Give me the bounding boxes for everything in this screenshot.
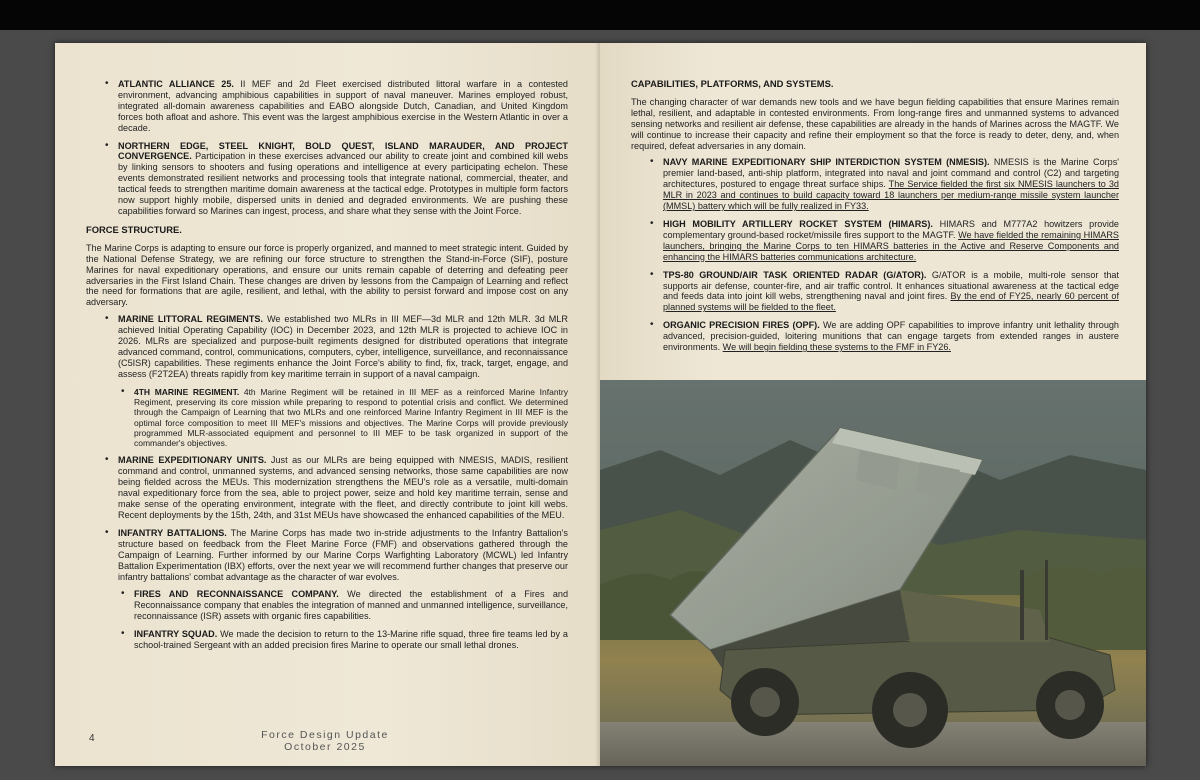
- bullet-himars: [631, 219, 1119, 263]
- section-heading-force-structure: FORCE STRUCTURE.: [86, 223, 182, 235]
- section-heading-capabilities: CAPABILITIES, PLATFORMS, AND SYSTEMS.: [631, 78, 834, 89]
- bullet-heading: MARINE LITTORAL REGIMENTS.: [118, 314, 263, 325]
- bullet-heading: INFANTRY SQUAD.: [134, 629, 218, 640]
- subbullet-fires-recon-company: [86, 589, 568, 622]
- bullet-marine-expeditionary-units: [86, 455, 568, 520]
- capabilities-intro: The changing character of war demands new tools and we have begun fielding capabilities that ensure Marines remain lethal, resilient, and adaptable in contested environments. From long-range fires and unmanned systems to advanced sensing networks and resilient air defense, these capabilities are already in the hands of Marines across the MAGTF. We will continue to increase their capacity and refine their employment so that the force is ready to deter, deny, and, when required, defeat adversaries in any domain.: [631, 96, 1119, 151]
- bullet-opf: [631, 320, 1119, 353]
- bullet-body: 4th Marine Regiment will be retained in III MEF as a reinforced Marine Infantry Regiment, preserving its core mission while preparing to respond to potential crisis and conflict. We determined through the Campaign of Learning that two MLRs and one reinforced Marine Infantry Regiment in III MEF is the optimal force composition to meet III MEF's missions and objectives. The Marine Corps will provide previously programmed MLR-associated equipment and personnel to III MEF to be task organized in support of the commander's objectives.: [134, 386, 569, 449]
- bullet-northern-edge: [86, 141, 568, 217]
- bullet-underlined: We will begin fielding these systems to the FMF in FY26.: [722, 342, 951, 353]
- bullet-heading: MARINE EXPEDITIONARY UNITS.: [118, 455, 267, 466]
- document-spread: [55, 43, 1146, 766]
- page-footer: [235, 729, 415, 753]
- bullet-heading: NAVY MARINE EXPEDITIONARY SHIP INTERDICTION SYSTEM (NMESIS).: [663, 157, 990, 168]
- bullet-underlined: We have fielded the remaining HIMARS launchers, bringing the Marine Corps to ten HIMARS batteries in the Active and Reserve Components and enhancing the HIMARS batteries communications architecture.: [663, 229, 1119, 262]
- footer-date: October 2025: [284, 741, 366, 753]
- bullet-heading: 4TH MARINE REGIMENT.: [134, 386, 240, 397]
- subbullet-infantry-squad: [86, 629, 568, 651]
- bullet-nmesis: [631, 157, 1119, 212]
- footer-title: Force Design Update: [261, 729, 389, 741]
- bullet-body: Just as our MLRs are being equipped with NMESIS, MADIS, resilient command and control, unmanned systems, and advanced sensing networks, those same capabilities are now being fielded across the MEUs. This modernization strengthens the MEU's role as a versatile, multi-domain naval expeditionary force from the sea, able to project power, seize and hold key maritime terrain, sense and make sense of the operating environment, integrate with the fleet, and directly contribute to joint kill webs. Recent deployments by the 15th, 24th, and 31st MEUs have showcased the enhanced capabilities of the MEU.: [118, 455, 568, 520]
- bullet-body: We directed the establishment of a Fires and Reconnaissance company that enables the integration of manned and unmanned intelligence, surveillance, reconnaissance (ISR) assets with organic fires capabilities.: [134, 589, 569, 622]
- bullet-body: II MEF and 2d Fleet exercised distributed littoral warfare in a contested environment, advancing amphibious capabilities in support of naval maneuver. Marines employed robust, integrated all-domain awareness capabilities and EABO alongside Dutch, Canadian, and United Kingdom forces both afloat and ashore. This event was the largest amphibious exercise in the Western Atlantic in over a decade.: [118, 79, 568, 133]
- force-structure-intro: The Marine Corps is adapting to ensure our force is properly organized, and manned to meet strategic intent. Guided by the National Defense Strategy, we are refining our force structure to strengthen the Stand-in-Force (SIF), posture Marines for naval expeditionary operations, and ensure our units remain capable of deterring and defeating peer adversaries in the First Island Chain. These changes are driven by lessons from the Campaign of Learning and reflect the need for formations that are agile, resilient, and lethal, with the ability to persist forward and impose cost on any adversary.: [86, 242, 568, 308]
- right-page: [600, 43, 1146, 766]
- subbullet-4th-marine-regiment: [86, 387, 568, 449]
- bullet-atlantic-alliance: [86, 79, 568, 134]
- bullet-heading: NORTHERN EDGE, STEEL KNIGHT, BOLD QUEST, ISLAND MARAUDER, AND PROJECT CONVERGENCE.: [118, 140, 568, 162]
- bullet-body: Participation in these exercises advanced our ability to create joint and combined kill webs by linking sensors to shooters and fusing operations and intelligence at every participating echelon. These events demonstrated resilient networks and processing tools that integrate national, commercial, theater, and tactical feeds to strengthen maritime domain awareness at the tactical edge. Prototypes in multiple form factors now support highly mobile, dispersed units in denied and degraded environments. We are pushing these capabilities forward so Marines can ingest, process, and share what they sense with the Joint Force.: [118, 151, 568, 216]
- bullet-body: NMESIS is the Marine Corps' premier land-based, anti-ship platform, integrated into naval and joint command and control (C2) and targeting architectures, postured to engage threat surface ships.: [663, 157, 1119, 190]
- bullet-infantry-battalions: [86, 528, 568, 583]
- bullet-heading: ATLANTIC ALLIANCE 25.: [118, 79, 234, 89]
- right-column: [631, 79, 1119, 360]
- page-number: 4: [89, 733, 95, 744]
- bullet-body: We made the decision to return to the 13-Marine rifle squad, three fire teams led by a school-trained Sergeant with an added precision fires Marine to operate our small lethal drones.: [134, 629, 568, 651]
- bullet-heading: TPS-80 GROUND/AIR TASK ORIENTED RADAR (G/ATOR).: [663, 269, 927, 280]
- bullet-body: We are adding OPF capabilities to improve infantry unit lethality through advanced, precision-guided, loitering munitions that can engage targets from extended ranges in austere environments.: [663, 320, 1119, 353]
- bullet-marine-littoral-regiments: [86, 314, 568, 379]
- bullet-underlined: The Service fielded the first six NMESIS launchers to 3d MLR in 2023 and continues to build capacity toward 18 launchers per medium-range missile system launcher (MMSL) battery which will be fully realized in FY33.: [663, 179, 1119, 212]
- bullet-heading: FIRES AND RECONNAISSANCE COMPANY.: [134, 589, 339, 600]
- bullet-body: HIMARS and M777A2 howitzers provide complementary ground-based rocket/missile fires support to the MAGTF.: [663, 218, 1119, 240]
- bullet-heading: ORGANIC PRECISION FIRES (OPF).: [663, 320, 820, 331]
- left-page: [55, 43, 600, 766]
- bullet-body: G/ATOR is a mobile, multi-role sensor that supports air defense, counter-fire, and air traffic control. It enhances situational awareness at the tactical edge and feeds data into joint kill webs, strengthening naval and joint fires.: [663, 269, 1119, 302]
- nmesis-launcher-photo: [600, 380, 1146, 766]
- bullet-body: The Marine Corps has made two in-stride adjustments to the Infantry Battalion's structure based on feedback from the Fleet Marine Force (FMF) and observations gathered through the Campaign of Learning. Further informed by our Marine Corps Warfighting Laboratory (MCWL) led Infantry Battalion Experimentation (IBX) efforts, over the next year we will recommend further changes that preserve our infantry battalions' combat advantage as the character of war evolves.: [118, 527, 568, 582]
- bullet-heading: INFANTRY BATTALIONS.: [118, 527, 227, 538]
- viewer-top-bar: [0, 0, 1200, 30]
- bullet-body: We established two MLRs in III MEF—3d MLR and 12th MLR. 3d MLR achieved Initial Operating Capability (IOC) in December 2023, and 12th MLR is projected to achieve IOC in 2026. MLRs are specialized and purpose-built regiments designed for distributed operations that integrate advanced command, control, communications, computers, cyber, intelligence, surveillance, and reconnaissance (C5ISR) capabilities. These regiments enhance the Joint Force's ability to find, fix, track, target, engage, and assess (F2T2EA) threats rapidly from key maritime terrain in support of a naval campaign.: [118, 314, 568, 379]
- left-column: [86, 79, 568, 658]
- bullet-gator: [631, 270, 1119, 314]
- bullet-underlined: By the end of FY25, nearly 60 percent of planned systems will be fielded to the fleet.: [663, 291, 1119, 313]
- bullet-heading: HIGH MOBILITY ARTILLERY ROCKET SYSTEM (HIMARS).: [663, 218, 933, 229]
